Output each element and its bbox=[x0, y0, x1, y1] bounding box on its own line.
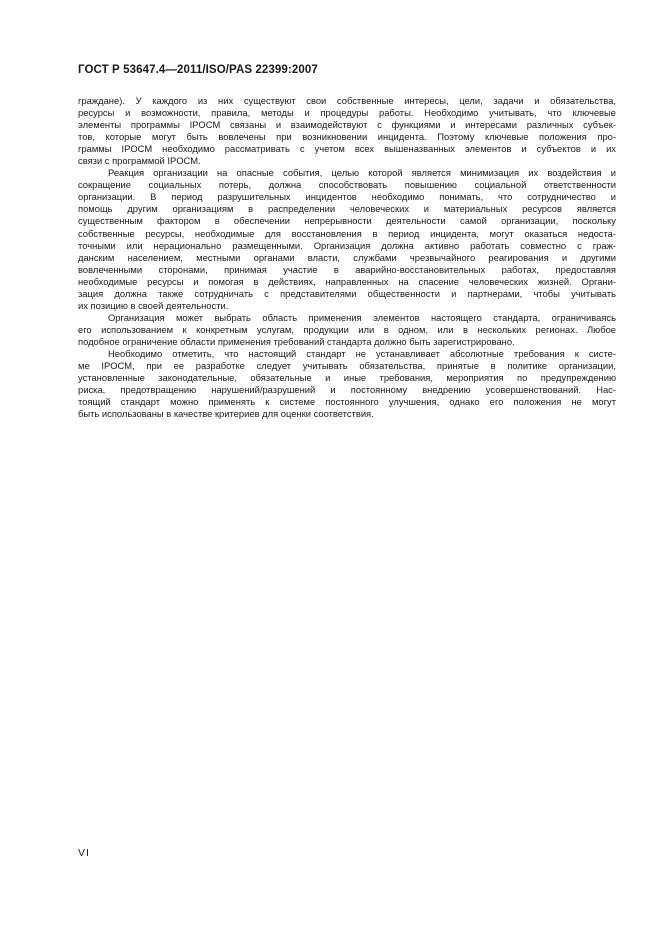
text-line: Необходимо отметить, что настоящий стандарт не устанавливает абсолютные требования к систе- bbox=[108, 347, 616, 359]
text-line: тоящий стандарт можно применять к системе постоянного улучшения, однако его положения не могут bbox=[78, 396, 616, 408]
text-line: сокращение социальных потерь, должна способствовать повышению социальной ответственности bbox=[78, 179, 616, 191]
text-line: зация должна также сотрудничать с представителями общественности и партнерами, чтобы учитывать bbox=[78, 287, 616, 299]
text-line: граммы IPOCM необходимо рассматривать с учетом всех вышеназванных элементов и субъектов и их bbox=[78, 143, 616, 155]
text-line: Реакция организации на опасные события, целью которой является минимизация их воздействия и bbox=[108, 167, 616, 179]
text-line: ме IPOCM, при ее разработке следует учитывать обязательства, принятые в политике организации, bbox=[78, 360, 616, 372]
text-line: быть использованы в качестве критериев для оценки соответствия. bbox=[78, 408, 374, 420]
text-line: точными или нерационально размещенными. Организация должна активно работать совместно с граж- bbox=[78, 239, 616, 251]
page-number: VI bbox=[78, 847, 90, 859]
text-line: его использованием к конкретным услугам, продукции или в одном, или в нескольких регионах. Любое bbox=[78, 323, 616, 335]
text-line: организации. В период разрушительных инцидентов необходимо понимать, что сотрудничество и bbox=[78, 191, 616, 203]
text-line: связи с программой IPOCM. bbox=[78, 155, 201, 167]
text-line: установленные законодательные, обязательные и иные требования, мероприятия по предупреждению bbox=[78, 372, 616, 384]
text-line: их позицию в своей деятельности. bbox=[78, 299, 229, 311]
paragraph bbox=[78, 312, 616, 348]
paragraph bbox=[78, 167, 616, 312]
text-line: риска, предотвращению нарушений/разрушений и постоянному внедрению усовершенствований. Нас- bbox=[78, 384, 616, 396]
document-body bbox=[78, 95, 616, 420]
text-line: подобное ограничение области применения требований стандарта должно быть зарегистрировано. bbox=[78, 335, 515, 347]
text-line: элементы программы IPOCM связаны и взаимодействуют с функциями и интересами различных субъек- bbox=[78, 119, 616, 131]
text-line: собственные ресурсы, необходимые для восстановления в период инцидента, могут оказаться недоста- bbox=[78, 227, 616, 239]
text-line: необходимые ресурсы и помогая в действиях, направленных на спасение человеческих жизней. Органи- bbox=[78, 275, 616, 287]
text-line: помощь другим организациям в распределении человеческих и материальных ресурсов является bbox=[78, 203, 616, 215]
text-line: Организация может выбрать область применения элементов настоящего стандарта, ограничиваясь bbox=[108, 311, 616, 323]
text-line: существенным фактором в обеспечении непрерывности деятельности самой организации, поскольку bbox=[78, 215, 616, 227]
text-line: граждане). У каждого из них существуют свои собственные интересы, цели, задачи и обязательства, bbox=[78, 95, 616, 106]
paragraph bbox=[78, 95, 616, 167]
text-line: тов, которые могут быть вовлечены при возникновении инцидента. Поэтому ключевые положения про- bbox=[78, 131, 616, 143]
text-line: вовлеченными сторонами, принимая участие в аварийно-восстановительных работах, предоставляя bbox=[78, 263, 616, 275]
text-line: данским населением, местными органами власти, службами чрезвычайного реагирования и другими bbox=[78, 251, 616, 263]
document-header: ГОСТ Р 53647.4—2011/ISO/PAS 22399:2007 bbox=[78, 64, 318, 76]
paragraph bbox=[78, 348, 616, 420]
text-line: ресурсы и возможности, правила, методы и процедуры работы. Необходимо учитывать, что ключевые bbox=[78, 107, 616, 119]
